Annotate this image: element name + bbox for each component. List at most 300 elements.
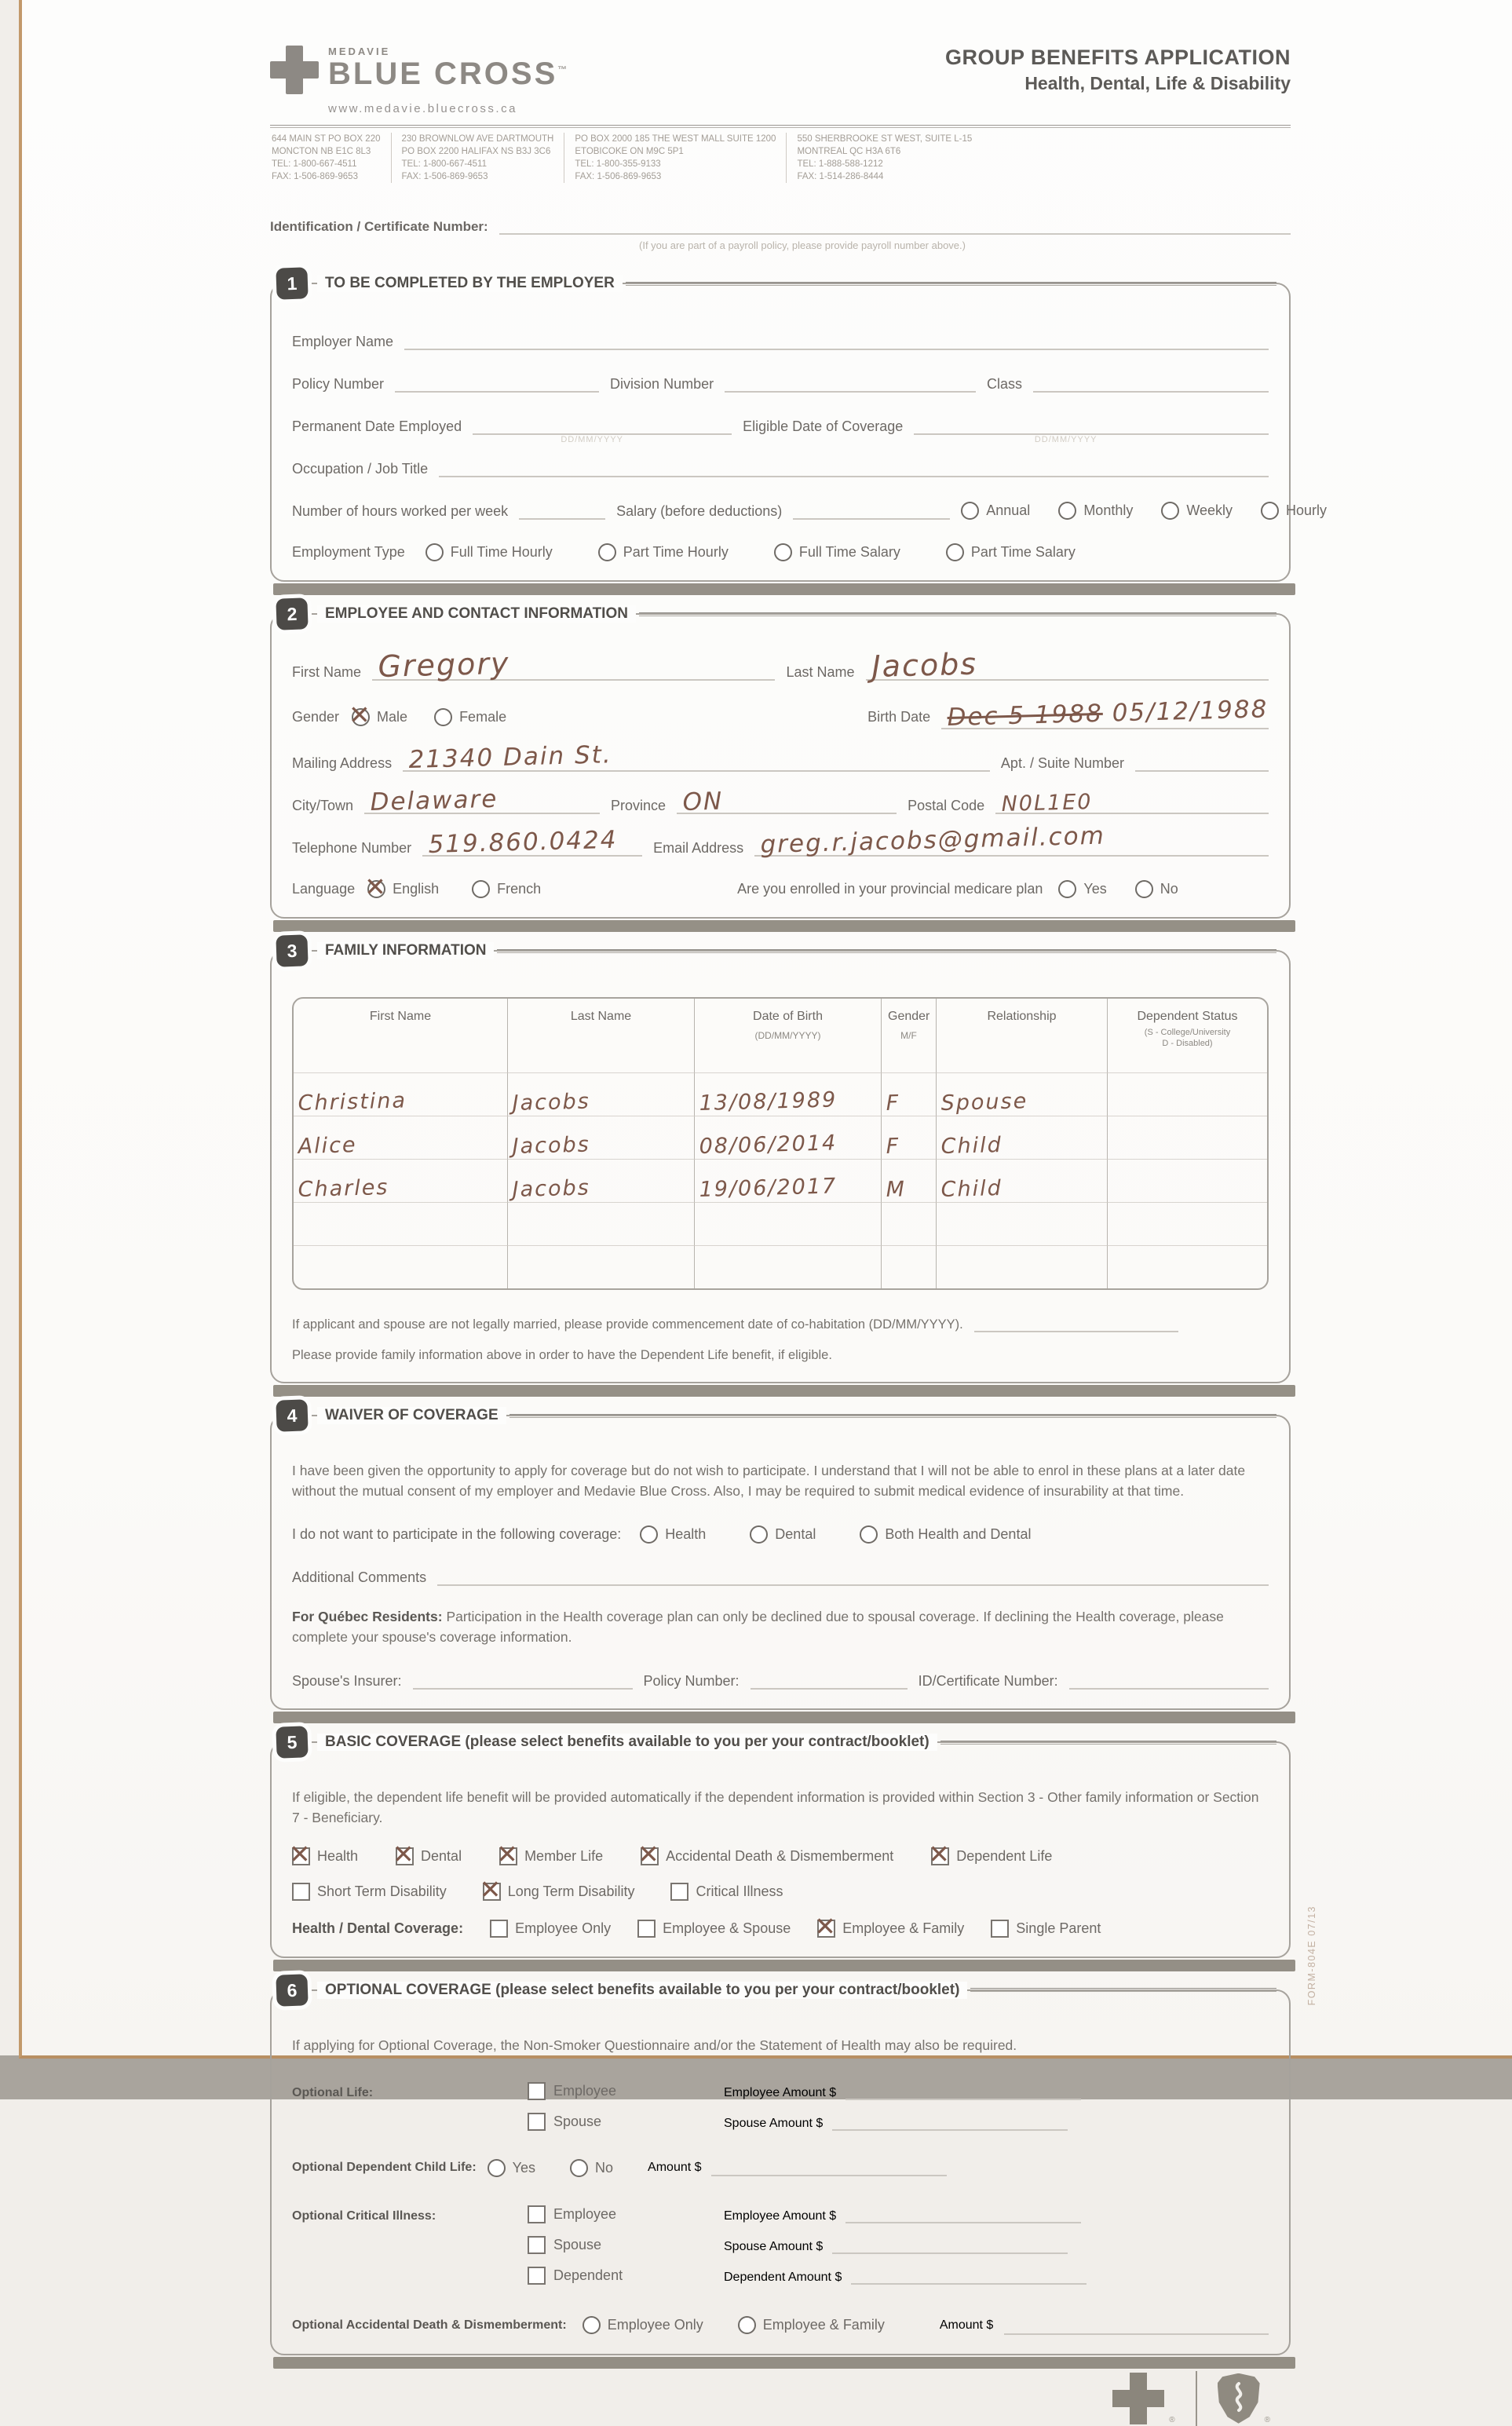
first-name-label: First Name [292, 664, 362, 680]
handwriting: 19/06/2017 [699, 1174, 838, 1202]
permanent-date-field[interactable] [473, 416, 732, 444]
office-line: TEL: 1-800-667-4511 [272, 159, 357, 169]
email-field[interactable] [754, 821, 1269, 859]
cell [881, 1159, 936, 1202]
dependent-life-label: Dependent Life [956, 1847, 1053, 1864]
health-dental-coverage-row [292, 1920, 1269, 1938]
handwriting: M [886, 1177, 907, 1202]
section-employer [270, 272, 1328, 582]
checkbox-ci-spouse[interactable] [528, 2236, 724, 2254]
ci-checkbox-icon[interactable] [670, 1883, 688, 1901]
handwriting: 13/08/1989 [699, 1087, 838, 1116]
checkbox-add[interactable] [641, 1847, 893, 1865]
handwriting: Jacobs [512, 1132, 591, 1159]
optional-life-label: Optional Life: [292, 2085, 374, 2099]
office-dartmouth [391, 133, 564, 183]
handwriting: Jacobs [512, 1089, 591, 1116]
section5-number-badge: 5 [276, 1726, 308, 1758]
mailing-address-label: Mailing Address [292, 755, 393, 771]
radio-decline-health[interactable] [640, 1525, 706, 1544]
cell [881, 1245, 936, 1288]
child-yes-label: Yes [512, 2159, 536, 2176]
office-addresses [270, 133, 1291, 183]
optional-add-row [292, 2316, 1269, 2335]
mailing-row [292, 740, 1269, 774]
add-employee-only-label: Employee Only [607, 2317, 703, 2333]
oplife-employee-amount-field[interactable] [845, 2083, 1081, 2100]
radio-annual[interactable] [961, 502, 1030, 520]
fts-label: Full Time Salary [798, 544, 900, 560]
first-name-field[interactable] [372, 645, 775, 684]
member-life-checkbox-icon[interactable] [499, 1847, 517, 1865]
annual-label: Annual [986, 502, 1031, 518]
language-medicare-row [292, 880, 1269, 898]
policy-row [292, 374, 1269, 393]
monthly-label: Monthly [1083, 502, 1134, 518]
office-line: PO BOX 2200 HALIFAX NS B3J 3C6 [401, 147, 551, 156]
add-employee-family-label: Employee & Family [762, 2317, 885, 2333]
employee-family-checkbox-icon[interactable] [817, 1920, 835, 1938]
section-basic-coverage [270, 1731, 1291, 1958]
medicare-question: Are you enrolled in your provincial medicare plan [737, 881, 1043, 897]
english-label: English [393, 881, 440, 897]
scanned-paper [19, 0, 1512, 2424]
cell [936, 1116, 1107, 1159]
col-relationship: Relationship [936, 999, 1107, 1072]
monthly-radio-icon[interactable] [1058, 502, 1076, 520]
occupation-row [292, 459, 1269, 477]
radio-part-time-salary[interactable] [946, 543, 1076, 561]
checkbox-oplife-spouse[interactable] [528, 2113, 724, 2131]
hours-field[interactable] [519, 501, 605, 520]
employee-only-label: Employee Only [515, 1920, 612, 1936]
waiver-idcert-field[interactable] [1069, 1671, 1269, 1690]
radio-medicare-yes[interactable] [1058, 880, 1106, 898]
radio-full-time-salary[interactable] [774, 543, 900, 561]
dates-row [292, 416, 1269, 444]
employee-only-checkbox-icon[interactable] [490, 1920, 508, 1938]
cell [507, 1072, 694, 1116]
hours-label: Number of hours worked per week [292, 503, 509, 519]
province-field[interactable] [677, 787, 897, 817]
checkbox-employee-spouse[interactable] [637, 1920, 791, 1938]
mailing-address-field[interactable] [403, 740, 990, 774]
section4-header-line [509, 1414, 1276, 1418]
critical-illness-dependent-row [292, 2267, 1269, 2285]
dep-header: Dependent Status [1137, 1010, 1238, 1023]
section3-number-badge: 3 [276, 934, 308, 966]
cell [881, 1202, 936, 1245]
gender-label: Gender [292, 708, 340, 725]
office-moncton [270, 133, 391, 183]
family-table-header [294, 999, 1267, 1072]
checkbox-oplife-employee[interactable] [528, 2082, 724, 2100]
cell [507, 1159, 694, 1202]
dependent-life-checkbox-icon[interactable] [931, 1847, 949, 1865]
comments-field[interactable] [437, 1567, 1269, 1586]
cell [936, 1159, 1107, 1202]
family-row-5[interactable] [294, 1245, 1267, 1288]
policy-number-field[interactable] [395, 374, 599, 393]
hd-coverage-label: Health / Dental Coverage: [292, 1920, 464, 1936]
office-line: TEL: 1-800-355-9133 [575, 159, 661, 169]
health-label: Health [317, 1847, 359, 1864]
office-line: PO BOX 2000 185 THE WEST MALL SUITE 1200 [575, 134, 776, 144]
postal-code-label: Postal Code [908, 798, 985, 813]
salary-field[interactable] [793, 501, 950, 520]
form-title: GROUP BENEFITS APPLICATION [944, 46, 1291, 69]
cell [881, 1116, 936, 1159]
checkbox-member-life[interactable] [499, 1847, 603, 1865]
checkbox-employee-family[interactable] [817, 1920, 964, 1938]
dep-subheader [1114, 1027, 1261, 1050]
gender-header: Gender [888, 1010, 930, 1023]
blue-cross-logo-icon [270, 46, 319, 94]
brand [270, 46, 569, 94]
office-line: TEL: 1-888-588-1212 [797, 159, 883, 169]
family-row-3[interactable] [294, 1159, 1267, 1202]
occupation-field[interactable] [439, 459, 1269, 477]
class-label: Class [986, 376, 1022, 392]
permanent-date-label: Permanent Date Employed [292, 418, 462, 434]
french-radio-icon[interactable] [472, 880, 490, 898]
hourly-radio-icon[interactable] [1261, 502, 1279, 520]
fth-radio-icon[interactable] [425, 543, 444, 561]
radio-part-time-hourly[interactable] [598, 543, 729, 561]
telephone-label: Telephone Number [292, 840, 412, 856]
section-optional-coverage [270, 1978, 1291, 2355]
male-radio-icon[interactable] [352, 708, 370, 726]
checkbox-employee-only[interactable] [490, 1920, 611, 1938]
handwriting: Charles [298, 1175, 389, 1202]
telephone-handwriting: 519.860.0424 [428, 825, 619, 859]
member-life-label: Member Life [524, 1847, 604, 1864]
spouse-insurer-field[interactable] [413, 1671, 633, 1690]
logo-divider [1196, 2371, 1197, 2426]
office-line: 550 SHERBROOKE ST WEST, SUITE L-15 [797, 134, 973, 144]
radio-weekly[interactable] [1161, 502, 1233, 520]
radio-decline-dental[interactable] [750, 1525, 816, 1544]
ltd-label: Long Term Disability [507, 1883, 635, 1899]
cell [936, 1202, 1107, 1245]
checkbox-ci-dependent[interactable] [528, 2267, 724, 2285]
basic-coverage-row2 [292, 1883, 1269, 1901]
registered-symbol: ® [1169, 2415, 1175, 2424]
section3-header-line [497, 949, 1276, 953]
optional-life-spouse-row [292, 2113, 1269, 2131]
radio-male[interactable] [352, 708, 407, 726]
single-parent-label: Single Parent [1016, 1920, 1101, 1936]
office-line: FAX: 1-506-869-9653 [401, 172, 488, 181]
radio-full-time-hourly[interactable] [425, 543, 553, 561]
section1-number-badge: 1 [276, 267, 308, 299]
checkbox-critical-illness[interactable] [670, 1883, 783, 1901]
last-name-field[interactable] [866, 646, 1269, 684]
office-line: FAX: 1-506-869-9653 [272, 172, 358, 181]
cell [1107, 1116, 1267, 1159]
birth-date-label: Birth Date [867, 708, 931, 725]
policy-number-label: Policy Number [292, 376, 385, 392]
trademark-symbol: ™ [557, 64, 570, 75]
eligible-date-label: Eligible Date of Coverage [743, 418, 904, 434]
handwriting: Spouse [940, 1089, 1028, 1116]
apt-field[interactable] [1135, 753, 1269, 772]
child-amount-field[interactable] [711, 2159, 947, 2176]
city-field[interactable] [364, 784, 600, 817]
medicare-yes-radio-icon[interactable] [1058, 880, 1076, 898]
add-label: Accidental Death & Dismemberment [666, 1847, 894, 1864]
caduceus-glyph [1223, 2379, 1255, 2418]
waiver-policy-field[interactable] [751, 1671, 908, 1690]
section1-title: TO BE COMPLETED BY THE EMPLOYER [317, 275, 623, 292]
radio-child-yes[interactable] [488, 2159, 535, 2177]
oplife-employee-checkbox-icon[interactable] [528, 2082, 546, 2100]
french-label: French [497, 881, 542, 897]
radio-hourly[interactable] [1261, 502, 1327, 520]
health-checkbox-icon[interactable] [292, 1847, 310, 1865]
radio-decline-both[interactable] [860, 1525, 1031, 1544]
decline-row [292, 1525, 1269, 1544]
ci-label: Critical Illness [696, 1883, 783, 1899]
ltd-checkbox-icon[interactable] [483, 1883, 501, 1901]
add-employee-family-radio-icon[interactable] [738, 2316, 756, 2334]
eligible-date-field[interactable] [914, 416, 1269, 444]
office-line: 644 MAIN ST PO BOX 220 [272, 134, 381, 144]
ci-employee-checkbox-icon[interactable] [528, 2205, 546, 2223]
checkbox-dependent-life[interactable] [931, 1847, 1052, 1865]
postal-code-field[interactable] [995, 789, 1269, 817]
occupation-label: Occupation / Job Title [292, 461, 429, 477]
oplife-spouse-checkbox-icon[interactable] [528, 2113, 546, 2131]
radio-monthly[interactable] [1058, 502, 1133, 520]
dep-sub1: (S - College/University [1144, 1028, 1231, 1037]
checkbox-ltd[interactable] [483, 1883, 635, 1901]
registered-symbol: ® [1264, 2415, 1270, 2424]
radio-french[interactable] [472, 880, 541, 898]
female-radio-icon[interactable] [434, 708, 452, 726]
section-waiver [270, 1405, 1291, 1710]
cell [694, 1245, 881, 1288]
postal-code-handwriting: N0L1E0 [1001, 789, 1093, 817]
cell [507, 1245, 694, 1288]
oplife-employee-label: Employee [553, 2082, 617, 2099]
radio-medicare-no[interactable] [1135, 880, 1178, 898]
radio-female[interactable] [434, 708, 506, 726]
ci-dependent-amount-field[interactable] [851, 2267, 1087, 2285]
decline-health-label: Health [665, 1525, 707, 1542]
section6-header-line [970, 1988, 1276, 1992]
critical-illness-spouse-row [292, 2236, 1269, 2254]
checkbox-health[interactable] [292, 1847, 358, 1865]
section5-header [276, 1726, 1276, 1758]
std-checkbox-icon[interactable] [292, 1883, 310, 1901]
cell [1107, 1245, 1267, 1288]
ci-employee-amount-field[interactable] [845, 2206, 1081, 2223]
radio-add-employee-family[interactable] [738, 2316, 885, 2334]
dob-header: Date of Birth [753, 1010, 823, 1023]
birth-date-field[interactable] [941, 695, 1269, 732]
division-number-label: Division Number [610, 376, 714, 392]
male-label: Male [377, 708, 408, 725]
cell [294, 1159, 507, 1202]
salary-frequency-options [961, 502, 1327, 520]
employee-spouse-checkbox-icon[interactable] [637, 1920, 656, 1938]
handwriting: Jacobs [512, 1175, 591, 1202]
phone-row [292, 821, 1269, 859]
office-line: MONTREAL QC H3A 6T6 [797, 147, 901, 156]
city-label: City/Town [292, 798, 354, 813]
employment-type-row [292, 543, 1269, 561]
dep-sub2: D - Disabled) [1162, 1039, 1213, 1049]
pts-label: Part Time Salary [970, 544, 1076, 560]
checkbox-dental[interactable] [396, 1847, 462, 1865]
identification-hint: (If you are part of a payroll policy, please provide payroll number above.) [639, 239, 966, 251]
decline-both-radio-icon[interactable] [860, 1525, 878, 1544]
decline-both-label: Both Health and Dental [885, 1525, 1032, 1542]
col-dob [694, 999, 881, 1072]
last-name-label: Last Name [786, 664, 855, 680]
family-row-2[interactable] [294, 1116, 1267, 1159]
dental-checkbox-icon[interactable] [396, 1847, 414, 1865]
fth-label: Full Time Hourly [450, 544, 553, 560]
section-family-info [270, 940, 1291, 1383]
child-no-radio-icon[interactable] [570, 2159, 588, 2177]
email-handwriting: greg.r.jacobs@gmail.com [760, 821, 1106, 859]
form-titles [945, 46, 1291, 94]
handwriting: Alice [298, 1133, 357, 1159]
medicare-no-radio-icon[interactable] [1135, 880, 1153, 898]
checkbox-std[interactable] [292, 1883, 447, 1901]
section6-header [276, 1975, 1276, 2006]
province-handwriting: ON [682, 787, 724, 817]
section5-title: BASIC COVERAGE (please select benefits available to you per your contract/booklet) [317, 1734, 937, 1751]
oplife-spouse-amount-field[interactable] [832, 2114, 1068, 2131]
female-label: Female [459, 708, 507, 725]
brand-name: BLUE CROSS [328, 57, 558, 91]
add-amount-field[interactable] [1004, 2316, 1269, 2335]
cell [881, 1072, 936, 1116]
gender-birth-row [292, 695, 1269, 732]
name-row [292, 645, 1269, 684]
office-line: 230 BROWNLOW AVE DARTMOUTH [401, 134, 554, 144]
cell [507, 1202, 694, 1245]
blue-shield-footer-icon [1218, 2373, 1260, 2424]
hourly-label: Hourly [1286, 502, 1328, 518]
employer-name-label: Employer Name [292, 334, 394, 349]
language-label: Language [292, 881, 356, 897]
child-yes-radio-icon[interactable] [488, 2159, 506, 2177]
weekly-radio-icon[interactable] [1161, 502, 1179, 520]
handwriting: F [886, 1091, 900, 1116]
section-employee-info [270, 603, 1291, 919]
fts-radio-icon[interactable] [774, 543, 792, 561]
decline-health-radio-icon[interactable] [640, 1525, 658, 1544]
child-no-label: No [595, 2159, 614, 2176]
cell [294, 1072, 507, 1116]
critical-illness-employee-row [292, 2205, 1269, 2223]
section3-title: FAMILY INFORMATION [317, 942, 494, 959]
handwriting: F [886, 1134, 900, 1159]
email-label: Email Address [653, 840, 744, 856]
salary-row [292, 501, 1328, 520]
employee-family-label: Employee & Family [842, 1920, 965, 1936]
weekly-label: Weekly [1186, 502, 1233, 518]
decline-dental-radio-icon[interactable] [750, 1525, 768, 1544]
section5-header-line [940, 1741, 1276, 1745]
oplife-employee-amount-label: Employee Amount $ [724, 2085, 837, 2099]
cohabitation-date-field[interactable] [974, 1313, 1178, 1332]
english-radio-icon[interactable] [367, 880, 385, 898]
radio-child-no[interactable] [570, 2159, 613, 2177]
form-subtitle: Health, Dental, Life & Disability [1024, 73, 1291, 93]
dependent-life-note: Please provide family information above in order to have the Dependent Life benefit, if eligible. [292, 1348, 832, 1362]
section4-header [276, 1400, 1276, 1431]
website-url: www.medavie.bluecross.ca [328, 102, 517, 115]
ci-dependent-label: Dependent [553, 2267, 623, 2283]
optional-add-label: Optional Accidental Death & Dismemberment: [292, 2318, 567, 2332]
identification-row [270, 217, 1291, 235]
quebec-bold: For Québec Residents: [292, 1608, 443, 1624]
section3-header [276, 935, 1276, 966]
oplife-spouse-label: Spouse [553, 2113, 602, 2129]
pth-radio-icon[interactable] [598, 543, 616, 561]
single-parent-checkbox-icon[interactable] [991, 1920, 1009, 1938]
ci-dependent-amount-label: Dependent Amount $ [724, 2270, 842, 2284]
medicare-yes-label: Yes [1083, 881, 1107, 897]
ci-dependent-checkbox-icon[interactable] [528, 2267, 546, 2285]
blue-cross-footer-icon [1112, 2373, 1164, 2424]
form-header [270, 46, 1291, 115]
oplife-spouse-amount-label: Spouse Amount $ [724, 2116, 824, 2130]
pts-radio-icon[interactable] [946, 543, 964, 561]
quebec-text: Participation in the Health coverage plan can only be declined due to spousal coverage. If declining the Health coverage, please complete your spouse's coverage information. [292, 1608, 1224, 1645]
cell [936, 1072, 1107, 1116]
add-checkbox-icon[interactable] [641, 1847, 659, 1865]
employer-name-field[interactable] [404, 331, 1269, 350]
telephone-field[interactable] [422, 825, 642, 859]
last-name-handwriting: Jacobs [871, 646, 978, 684]
family-row-1[interactable] [294, 1072, 1267, 1116]
checkbox-ci-employee[interactable] [528, 2205, 724, 2223]
section6-title: OPTIONAL COVERAGE (please select benefits available to you per your contract/booklet) [317, 1982, 967, 1999]
identification-input-line[interactable] [499, 217, 1291, 235]
employee-spouse-label: Employee & Spouse [663, 1920, 791, 1936]
handwriting: Child [940, 1132, 1003, 1159]
brand-top-label: MEDAVIE [328, 46, 391, 57]
checkbox-single-parent[interactable] [991, 1920, 1101, 1938]
division-number-field[interactable] [725, 374, 976, 393]
add-employee-only-radio-icon[interactable] [583, 2316, 601, 2334]
cell [294, 1245, 507, 1288]
radio-english[interactable] [367, 880, 439, 898]
section4-number-badge: 4 [276, 1399, 308, 1431]
col-last-name: Last Name [507, 999, 694, 1072]
province-label: Province [611, 798, 667, 813]
waiver-paragraph: I have been given the opportunity to apply for coverage but do not wish to participate. I understand that I will not be able to enrol in these plans at a later date without the mutual consent of my employer and Medavie Blue Cross. Also, I may be required to submit medical evidence of insurability at that time. [292, 1463, 1246, 1500]
radio-add-employee-only[interactable] [583, 2316, 703, 2334]
add-amount-label: Amount $ [939, 2318, 994, 2332]
cohabitation-row [292, 1313, 1269, 1332]
spouse-insurer-label: Spouse's Insurer: [292, 1673, 402, 1689]
critical-illness-label: Optional Critical Illness: [292, 2209, 436, 2223]
basic-coverage-row1 [292, 1847, 1269, 1865]
class-field[interactable] [1033, 374, 1269, 393]
ci-spouse-checkbox-icon[interactable] [528, 2236, 546, 2254]
ci-spouse-amount-field[interactable] [832, 2237, 1068, 2254]
annual-radio-icon[interactable] [961, 502, 979, 520]
family-row-4[interactable] [294, 1202, 1267, 1245]
brand-text [328, 46, 569, 90]
